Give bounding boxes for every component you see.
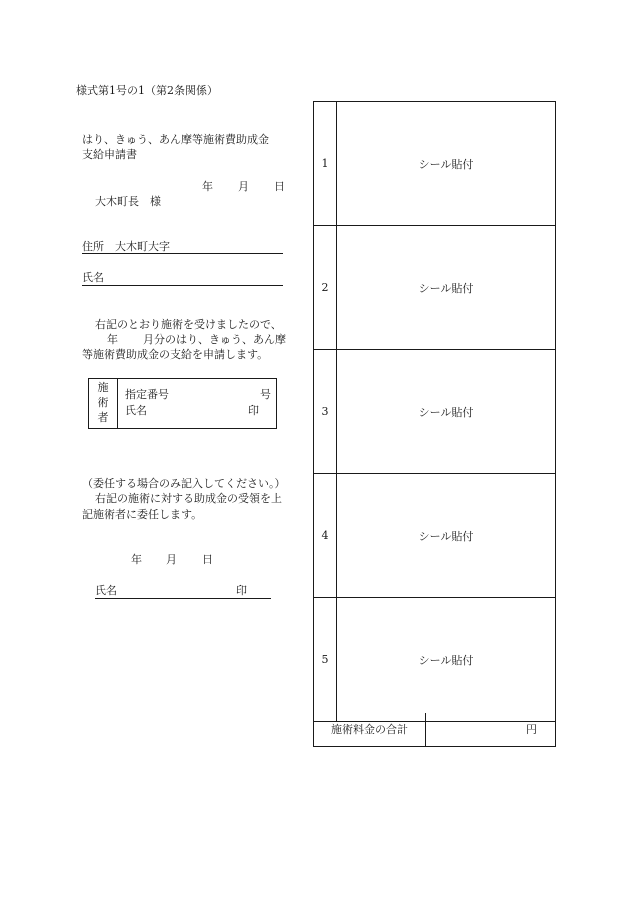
total-fee-row <box>313 713 556 747</box>
sticker-table <box>313 101 556 722</box>
sticker-area: シール貼付 <box>337 598 556 722</box>
sticker-row <box>314 350 556 474</box>
delegation-name-field[interactable] <box>95 583 271 599</box>
form-number: 様式第1号の1（第2条関係） <box>76 84 218 97</box>
practitioner-box <box>88 378 277 429</box>
practitioner-label-char-1: 施 <box>97 381 109 394</box>
sticker-area: シール貼付 <box>337 226 556 350</box>
body-line1: 右記のとおり施術を受けましたので、 <box>95 318 282 331</box>
form-title-line2: 支給申請書 <box>82 148 137 161</box>
sticker-row <box>314 226 556 350</box>
sticker-row <box>314 474 556 598</box>
sticker-number: 5 <box>314 598 337 722</box>
sticker-row <box>314 598 556 722</box>
sticker-row <box>314 102 556 226</box>
sticker-number: 1 <box>314 102 337 226</box>
practitioner-seal-mark: 印 <box>248 404 259 417</box>
date-day-label: 日 <box>274 180 285 193</box>
address-label: 住所 大木町大字 <box>82 240 170 253</box>
delegation-name-label: 氏名 <box>95 584 117 597</box>
sticker-area: シール貼付 <box>337 474 556 598</box>
practitioner-label-char-3: 者 <box>97 411 109 424</box>
sticker-number: 2 <box>314 226 337 350</box>
delegation-note: （委任する場合のみ記入してください。） <box>82 477 286 490</box>
total-fee-label: 施術料金の合計 <box>314 713 426 746</box>
delegation-line2: 記施術者に委任します。 <box>82 508 203 521</box>
body-line3: 等施術費助成金の支給を申請します。 <box>82 348 269 361</box>
delegation-date-month: 月 <box>166 553 177 566</box>
date-month-label: 月 <box>238 180 249 193</box>
delegation-seal-mark: 印 <box>236 584 247 597</box>
form-title-line1: はり、きゅう、あん摩等施術費助成金 <box>82 133 269 146</box>
delegation-date-day: 日 <box>202 553 213 566</box>
address-field[interactable] <box>82 238 283 254</box>
practitioner-vertical-label <box>89 379 118 428</box>
practitioner-name-label: 氏名 <box>125 404 147 417</box>
date-year-label: 年 <box>202 180 213 193</box>
sticker-number: 4 <box>314 474 337 598</box>
delegation-date-year: 年 <box>131 553 142 566</box>
sticker-area: シール貼付 <box>337 350 556 474</box>
designation-number-label: 指定番号 <box>125 388 169 401</box>
body-line2-rest: 月分のはり、きゅう、あん摩 <box>143 333 286 346</box>
total-fee-unit: 円 <box>526 723 537 736</box>
practitioner-label-char-2: 術 <box>97 396 109 409</box>
body-line2-year: 年 <box>107 333 118 346</box>
sticker-area: シール貼付 <box>337 102 556 226</box>
name-field[interactable] <box>82 270 283 286</box>
delegation-line1: 右記の施術に対する助成金の受領を上 <box>95 492 282 505</box>
addressee: 大木町長 様 <box>95 195 161 208</box>
designation-number-suffix: 号 <box>260 388 271 401</box>
sticker-number: 3 <box>314 350 337 474</box>
name-label: 氏名 <box>82 271 104 284</box>
